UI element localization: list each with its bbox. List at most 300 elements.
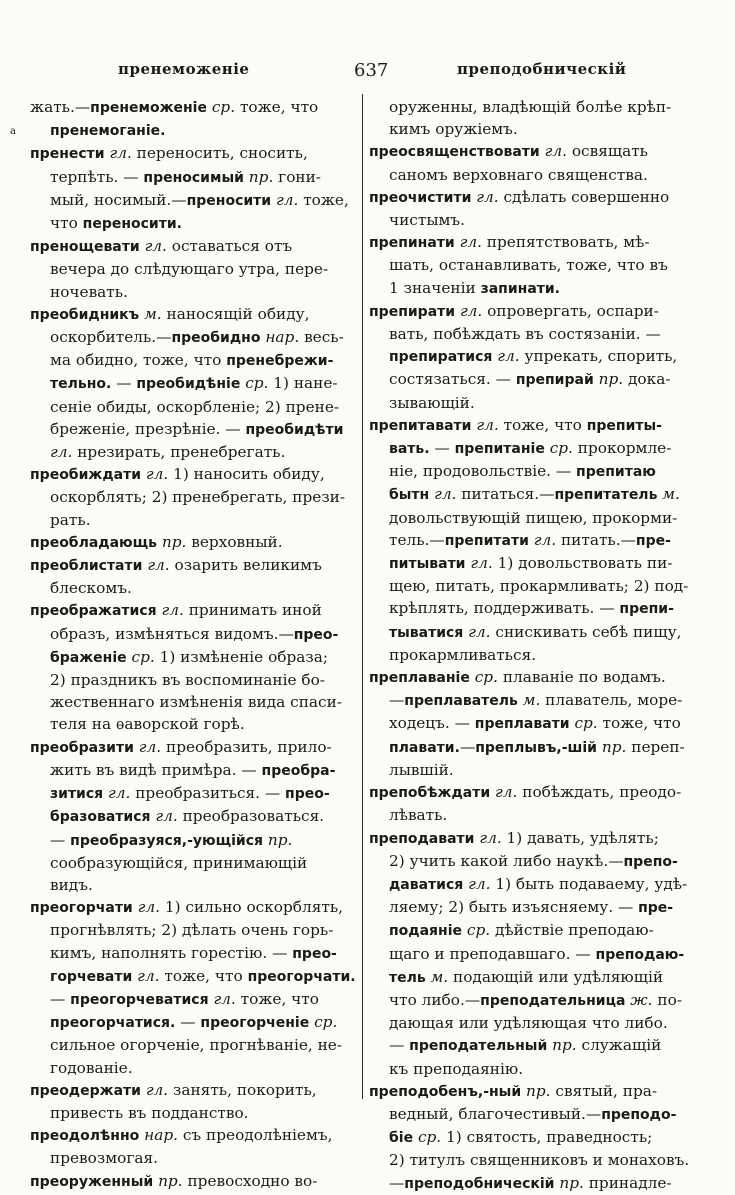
headword: біе: [389, 1130, 414, 1147]
text-line: [30, 142, 356, 165]
headword: пре-: [635, 532, 671, 549]
definition-text: 2) учить какой либо наукѣ.—: [389, 851, 624, 870]
grammar-label: пр.: [158, 1171, 183, 1190]
grammar-label: м.: [144, 304, 162, 323]
grammar-label: гл.: [497, 347, 520, 366]
definition-text: питаться.—: [456, 485, 555, 504]
grammar-label: м.: [522, 691, 541, 710]
text-line: [369, 392, 695, 414]
text-line: [30, 531, 356, 554]
text-line: [30, 988, 356, 1011]
text-line: [369, 804, 695, 826]
headword: преподавати: [369, 830, 475, 847]
definition-text: прокармливаться.: [389, 645, 537, 664]
definition-text: крѣплять, поддерживать. —: [389, 599, 620, 618]
definition-text: состязаться. —: [389, 370, 516, 389]
definition-text: видъ.: [50, 875, 93, 894]
text-line: [30, 1147, 356, 1169]
definition-text: по-: [652, 990, 682, 1009]
text-line: [369, 689, 695, 712]
grammar-label: пр.: [552, 1036, 577, 1055]
text-line: [369, 460, 695, 483]
definition-text: 1 значеніи: [389, 278, 481, 297]
headword: преносимый: [143, 169, 244, 186]
text-line: [369, 186, 695, 209]
text-line: [30, 1124, 356, 1147]
text-line: [30, 486, 356, 508]
definition-text: служащій: [576, 1036, 662, 1055]
definition-text: жить въ видѣ примѣра. —: [50, 760, 262, 779]
headword: препирати: [369, 303, 456, 320]
grammar-label: гл.: [459, 233, 482, 252]
header-left-guide-word: пренеможеніе: [118, 60, 250, 78]
headword: преобра-: [261, 762, 336, 779]
headword: пренощевати: [30, 239, 140, 256]
text-line: [369, 231, 695, 254]
definition-text: щею, питать, прокармливать; 2) под-: [389, 577, 689, 596]
definition-text: тель.—: [389, 530, 445, 549]
text-line: [369, 414, 695, 437]
text-line: [30, 1034, 356, 1056]
grammar-label: гл.: [137, 966, 160, 985]
definition-text: 1) измѣненіе образа;: [154, 647, 329, 666]
definition-text: 1) довольствовать пи-: [492, 554, 673, 573]
definition-text: ночевать.: [50, 282, 128, 301]
definition-text: 1) давать, удѣлять;: [501, 828, 659, 847]
headword: запинати.: [480, 280, 561, 297]
grammar-label: гл.: [495, 783, 518, 802]
definition-text: тоже, что: [159, 966, 248, 985]
text-line: [369, 368, 695, 391]
definition-text: кимъ, наполнять горестію. —: [50, 943, 293, 962]
text-line: [30, 646, 356, 669]
definition-text: вать, побѣждать въ состязаніи. —: [389, 325, 661, 344]
definition-text: щаго и преподавшаго. —: [389, 944, 596, 963]
definition-text: подающій или удѣляющій: [448, 967, 664, 986]
grammar-label: гл.: [155, 807, 178, 826]
text-line: [30, 599, 356, 622]
text-line: [369, 529, 695, 552]
text-line: [369, 759, 695, 781]
grammar-label: м.: [430, 967, 449, 986]
grammar-label: гл.: [468, 874, 491, 893]
headword: преодержати: [30, 1082, 141, 1099]
grammar-label: гл.: [145, 465, 169, 484]
definition-text: жать.—: [30, 98, 91, 116]
headword: переносити.: [82, 216, 182, 233]
headword: преподательница: [480, 992, 626, 1009]
text-line: [369, 850, 695, 873]
text-line: [369, 1058, 695, 1080]
grammar-label: гл.: [468, 622, 491, 641]
text-line: [369, 666, 695, 689]
text-line: [30, 1102, 356, 1124]
headword: преобразуяся,-ующійся: [70, 832, 263, 849]
definition-text: 2) титулъ священниковъ и монаховъ.: [389, 1151, 690, 1170]
headword: питывати: [389, 556, 466, 573]
headword: преподательный: [409, 1038, 548, 1055]
text-line: [30, 759, 356, 782]
headword: преогорчати.: [247, 968, 356, 985]
headword: преобразити: [30, 739, 134, 756]
grammar-label: гл.: [476, 415, 499, 434]
definition-text: упрекать, спорить,: [519, 347, 678, 366]
grammar-label: м.: [662, 485, 680, 504]
text-line: [30, 942, 356, 965]
grammar-label: пр.: [601, 737, 627, 756]
definition-text: зывающій.: [389, 393, 475, 412]
definition-text: превозмогая.: [50, 1149, 158, 1168]
definition-text: 1) быть подаваему, удѣ-: [490, 874, 688, 893]
headword: преображатися: [30, 603, 157, 620]
definition-text: 2) праздникъ въ воспоминаніе бо-: [50, 671, 325, 690]
text-line: [369, 943, 695, 966]
definition-text: наносящій обиду,: [161, 304, 310, 323]
text-line: [30, 829, 356, 852]
headword: препо-: [623, 853, 678, 870]
text-line: [369, 621, 695, 644]
grammar-label: ж.: [630, 990, 653, 1009]
headword: преплавати: [474, 716, 570, 733]
grammar-label: гл.: [109, 144, 132, 163]
definition-text: тоже, что: [498, 415, 587, 434]
headword: преплывъ,-шій: [475, 739, 597, 756]
grammar-label: ср.: [131, 647, 155, 666]
definition-text: гони-: [273, 167, 321, 186]
headword: преочистити: [369, 189, 472, 206]
grammar-label: гл.: [161, 601, 184, 620]
text-line: [30, 852, 356, 874]
text-line: [369, 1034, 695, 1057]
definition-text: оскорбитель.—: [50, 328, 172, 347]
headword: преогорчатися.: [50, 1015, 176, 1032]
grammar-label: ср.: [474, 668, 498, 687]
definition-text: освящать: [566, 142, 648, 161]
definition-text: переп-: [626, 737, 685, 756]
text-line: [369, 1149, 695, 1171]
headword: прео-: [285, 786, 330, 803]
text-line: [30, 509, 356, 531]
headword: пренеможеніе: [90, 100, 207, 116]
headword: преоруженный: [30, 1173, 154, 1190]
headword: тельно.: [50, 376, 112, 393]
headword: препобѣждати: [369, 785, 491, 802]
definition-text: шать, останавливать, тоже, что въ: [389, 256, 668, 275]
definition-text: переносить, сносить,: [131, 144, 308, 163]
text-line: [369, 209, 695, 231]
text-line: [30, 1057, 356, 1079]
definition-text: —: [50, 989, 71, 1008]
text-line: [30, 326, 356, 349]
text-line: [30, 372, 356, 395]
headword: препинати: [369, 235, 455, 252]
headword: преогорченіе: [200, 1015, 310, 1032]
grammar-label: гл.: [108, 784, 131, 803]
definition-text: теля на ѳаворской горѣ.: [50, 715, 245, 734]
definition-text: оставаться отъ: [166, 237, 293, 256]
text-line: [369, 300, 695, 323]
grammar-label: гл.: [138, 737, 162, 756]
right-column: [369, 96, 695, 1195]
text-line: [369, 1172, 695, 1195]
page-number: 637: [354, 60, 389, 81]
grammar-label: гл.: [533, 530, 557, 549]
text-line: [30, 965, 356, 988]
definition-text: лывшій.: [389, 760, 454, 779]
definition-text: сильное огорченіе, прогнѣваніе, не-: [50, 1036, 343, 1055]
headword: препитати: [444, 532, 529, 549]
headword: прео-: [293, 626, 339, 643]
definition-text: сдѣлать совершенно: [498, 187, 670, 206]
text-line: [30, 96, 356, 119]
headword: преподо-: [601, 1106, 677, 1123]
grammar-label: гл.: [144, 237, 167, 256]
text-line: [369, 1012, 695, 1034]
grammar-label: ср.: [314, 1013, 338, 1032]
definition-text: —: [389, 1173, 405, 1192]
definition-text: дока-: [623, 370, 671, 389]
definition-text: —: [50, 830, 71, 849]
headword: преогорчати: [30, 900, 133, 917]
headword: преподобническій: [404, 1175, 555, 1192]
text-line: [369, 1103, 695, 1126]
definition-text: озарить великимъ: [169, 556, 322, 575]
definition-text: побѣждать, преодо-: [517, 783, 682, 802]
headword: преобиждати: [30, 467, 142, 484]
definition-text: занять, покорить,: [168, 1080, 317, 1099]
definition-text: тоже, что: [235, 989, 319, 1008]
definition-text: оскорблять; 2) пренебрегать, прези-: [50, 488, 346, 507]
grammar-label: ср.: [466, 921, 491, 940]
text-line: [369, 118, 695, 140]
grammar-label: гл.: [147, 556, 170, 575]
headword: преподобенъ,-ный: [369, 1083, 522, 1100]
headword: преподаю-: [595, 946, 685, 963]
headword: преплаватель: [404, 693, 518, 710]
definition-text: плаваніе по водамъ.: [497, 668, 666, 687]
text-line: [30, 874, 356, 896]
grammar-label: ср.: [417, 1128, 442, 1147]
grammar-label: гл.: [50, 443, 73, 462]
definition-text: опровергать, оспари-: [482, 301, 659, 320]
text-line: [30, 713, 356, 735]
definition-text: преобразить, прило-: [161, 737, 332, 756]
definition-text: питать.—: [556, 530, 636, 549]
headword: преобидно: [171, 330, 261, 347]
text-line: [30, 805, 356, 828]
text-line: [369, 597, 695, 620]
grammar-label: гл.: [470, 554, 493, 573]
definition-text: ніе, продовольствіе. —: [389, 462, 577, 481]
text-line: [369, 437, 695, 460]
definition-text: ляему; 2) быть изъясняему. —: [389, 898, 639, 917]
text-line: [30, 919, 356, 941]
definition-text: тоже, что: [597, 714, 681, 733]
text-line: [30, 669, 356, 691]
headword: даватися: [389, 876, 464, 893]
text-line: [30, 258, 356, 280]
definition-text: преобразиться. —: [130, 784, 286, 803]
text-line: [369, 644, 695, 666]
grammar-label: гл.: [479, 828, 502, 847]
definition-text: лѣвать.: [389, 806, 448, 825]
headword: преобладающь: [30, 534, 157, 551]
text-line: [30, 303, 356, 326]
headword: препитаніе: [454, 441, 545, 458]
definition-text: дѣйствіе преподаю-: [490, 921, 654, 940]
text-line: [30, 441, 356, 463]
text-line: [369, 552, 695, 575]
grammar-label: ср.: [549, 439, 573, 458]
headword: тель: [389, 969, 426, 986]
text-line: [30, 1170, 356, 1193]
definition-text: вечера до слѣдующаго утра, пере-: [50, 260, 329, 279]
headword: преобидѣніе: [136, 376, 241, 393]
text-line: [369, 96, 695, 118]
headword: препиратися: [389, 349, 493, 366]
text-line: [30, 189, 356, 212]
definition-text: довольствующій пищею, прокорми-: [389, 508, 678, 527]
text-line: [369, 483, 695, 506]
definition-text: ведный, благочестивый.—: [389, 1104, 602, 1123]
definition-text: бреженіе, презрѣніе. —: [50, 419, 246, 438]
text-line: [369, 140, 695, 163]
definition-text: что: [50, 214, 83, 233]
grammar-label: ср.: [574, 714, 598, 733]
grammar-label: гл.: [476, 187, 499, 206]
grammar-label: ср.: [211, 98, 236, 116]
text-line: [369, 781, 695, 804]
grammar-label: ср.: [245, 374, 269, 393]
definition-text: преобразоваться.: [177, 807, 325, 826]
text-line: [30, 119, 356, 142]
headword: препитатель: [554, 487, 658, 504]
text-line: [369, 896, 695, 919]
text-line: [369, 254, 695, 276]
text-line: [30, 736, 356, 759]
text-line: [30, 166, 356, 189]
definition-text: прогнѣвлять; 2) дѣлать очень горь-: [50, 921, 334, 940]
grammar-label: пр.: [559, 1173, 584, 1192]
headword: бытн: [389, 487, 430, 504]
definition-text: мый, носимый.—: [50, 190, 187, 209]
headword: пренести: [30, 146, 105, 163]
headword: преобидникъ: [30, 306, 140, 323]
grammar-label: гл.: [137, 898, 160, 917]
definition-text: чистымъ.: [389, 211, 466, 230]
text-line: [369, 966, 695, 989]
definition-text: принадле-: [583, 1173, 672, 1192]
headword: преобидѣти: [245, 421, 344, 438]
definition-text: снискивать себѣ пищу,: [490, 622, 682, 641]
margin-mark: а: [10, 126, 16, 137]
text-line: [30, 281, 356, 303]
headword: подаяніе: [389, 923, 463, 940]
grammar-label: нар.: [144, 1126, 178, 1145]
headword: преоблистати: [30, 558, 143, 575]
text-line: [30, 418, 356, 441]
definition-text: 1) нане-: [268, 374, 338, 393]
definition-text: плаватель, море-: [540, 691, 683, 710]
definition-text: образъ, измѣняться видомъ.—: [50, 624, 294, 643]
definition-text: годованіе.: [50, 1058, 133, 1077]
definition-text: —: [429, 439, 455, 458]
definition-text: тоже,: [298, 190, 349, 209]
definition-text: къ преподаянію.: [389, 1059, 524, 1078]
text-line: [369, 919, 695, 942]
definition-text: нрезирать, пренебрегать.: [72, 443, 286, 462]
definition-text: превосходно во-: [182, 1171, 318, 1190]
headword: пренемоганіе.: [50, 123, 166, 140]
grammar-label: гл.: [145, 1080, 169, 1099]
text-line: [369, 989, 695, 1012]
text-line: [30, 1011, 356, 1034]
text-line: [30, 554, 356, 577]
grammar-label: пр.: [248, 167, 274, 186]
headword: преплаваніе: [369, 670, 470, 687]
headword: плавати.: [389, 739, 460, 756]
grammar-label: гл.: [434, 485, 457, 504]
headword: прео-: [292, 945, 337, 962]
definition-text: блескомъ.: [50, 579, 132, 598]
running-header: [0, 60, 735, 84]
headword: преосвященствовати: [369, 144, 540, 161]
definition-text: ма обидно, тоже, что: [50, 351, 227, 370]
headword: препи-: [619, 601, 674, 618]
definition-text: что либо.—: [389, 990, 481, 1009]
headword: преносити: [186, 192, 272, 209]
headword: браженіе: [50, 649, 127, 666]
definition-text: весь-: [299, 328, 344, 347]
grammar-label: пр.: [161, 532, 187, 551]
column-divider: [362, 94, 363, 1099]
headword: зитися: [50, 786, 104, 803]
text-line: [30, 691, 356, 713]
definition-text: дающая или удѣляющая что либо.: [389, 1014, 668, 1033]
definition-text: —: [111, 374, 137, 393]
headword: препирай: [515, 372, 594, 389]
definition-text: съ преодолѣніемъ,: [178, 1126, 333, 1145]
text-line: [369, 164, 695, 186]
text-line: [30, 896, 356, 919]
headword: тыватися: [389, 624, 464, 641]
definition-text: препятствовать, мѣ-: [481, 233, 650, 252]
grammar-label: пр.: [526, 1081, 551, 1100]
text-line: [30, 235, 356, 258]
definition-text: жественнаго измѣненія вида спаси-: [50, 693, 342, 712]
definition-text: 1) святость, праведность;: [441, 1128, 653, 1147]
text-line: [369, 827, 695, 850]
text-line: [30, 782, 356, 805]
headword: препитавати: [369, 417, 472, 434]
text-line: [369, 323, 695, 345]
definition-text: —: [389, 691, 405, 710]
grammar-label: пр.: [267, 830, 293, 849]
text-line: [30, 463, 356, 486]
definition-text: 1) сильно оскорблять,: [159, 898, 344, 917]
grammar-label: гл.: [544, 142, 567, 161]
header-right-guide-word: преподобническій: [457, 60, 627, 78]
text-line: [369, 1080, 695, 1103]
headword: препитаю: [576, 464, 656, 481]
headword: пре-: [638, 900, 674, 917]
text-line: [369, 712, 695, 735]
text-line: [369, 873, 695, 896]
definition-text: сообразующійся, принимающій: [50, 853, 308, 872]
definition-text: кимъ оружіемъ.: [389, 120, 518, 139]
text-line: [30, 577, 356, 599]
grammar-label: гл.: [213, 989, 236, 1008]
